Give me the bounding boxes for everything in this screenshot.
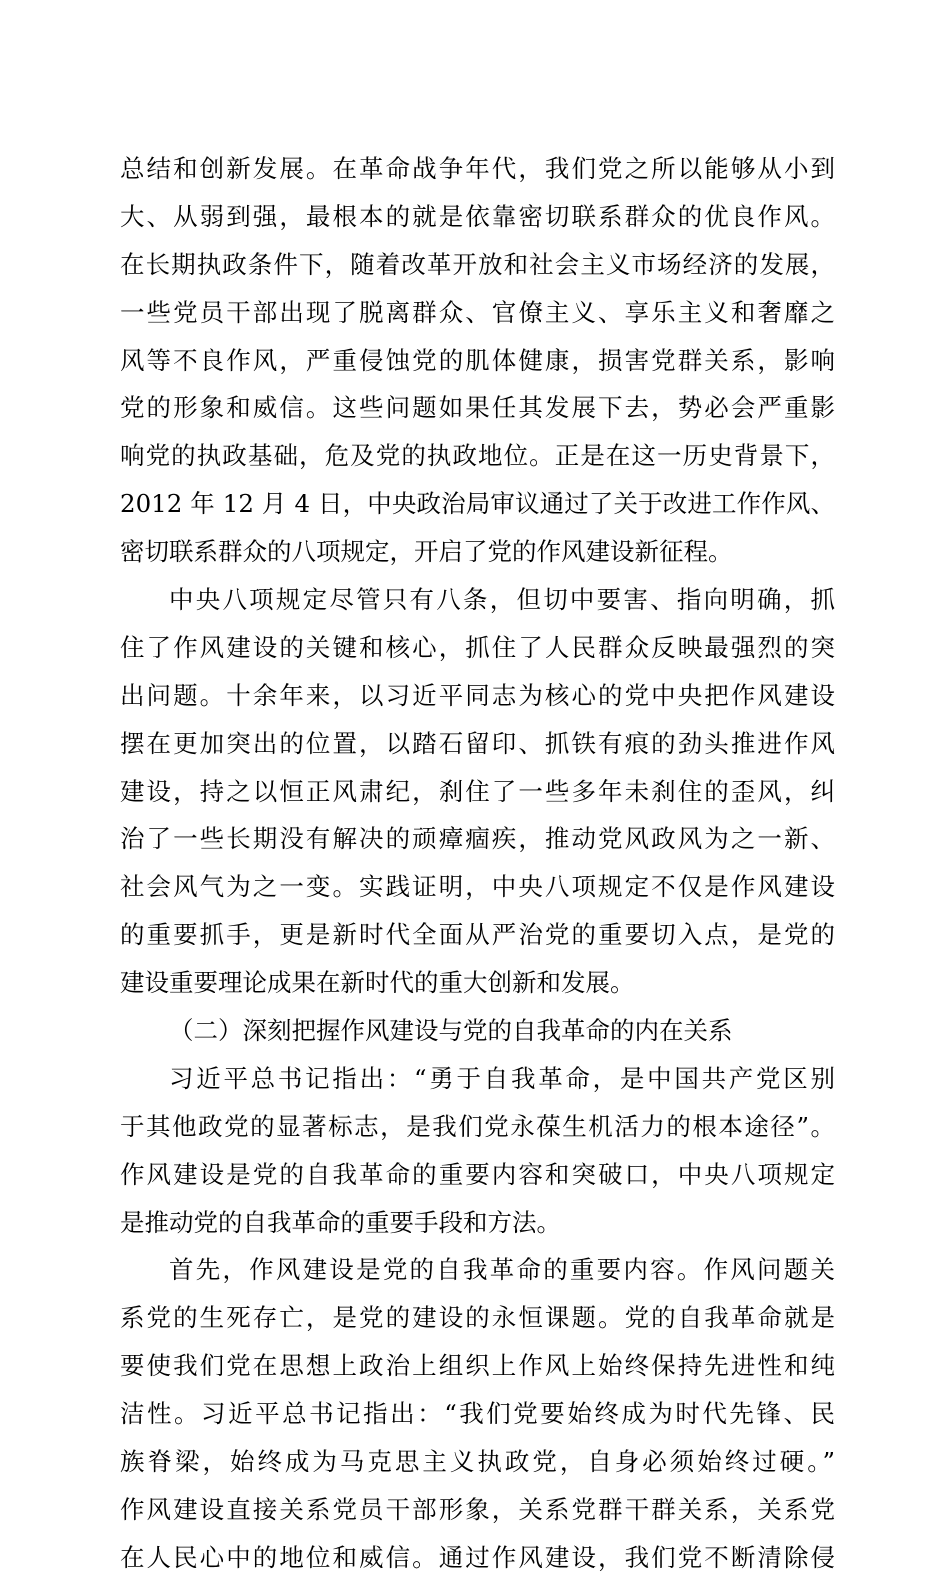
text-line: 是推动党的自我革命的重要手段和方法。	[120, 1207, 561, 1237]
text-line: 社会风气为之一变。实践证明，中央八项规定不仅是作风建设	[120, 872, 835, 902]
text-line: 于其他政党的显著标志，是我们党永葆生机活力的根本途径”。	[120, 1111, 835, 1141]
text-line: 住了作风建设的关键和核心，抓住了人民群众反映最强烈的突	[120, 632, 835, 662]
text-line: 中央八项规定尽管只有八条，但切中要害、指向明确，抓	[169, 585, 835, 615]
text-line: 建设重要理论成果在新时代的重大创新和发展。	[120, 968, 635, 998]
text-line: 要使我们党在思想上政治上组织上作风上始终保持先进性和纯	[120, 1351, 835, 1381]
text-line: 大、从弱到强，最根本的就是依靠密切联系群众的优良作风。	[120, 201, 835, 231]
text-line: 习近平总书记指出：“勇于自我革命，是中国共产党区别	[169, 1063, 835, 1093]
text-line: 总结和创新发展。在革命战争年代，我们党之所以能够从小到	[120, 154, 835, 183]
text-line: 摆在更加突出的位置，以踏石留印、抓铁有痕的劲头推进作风	[120, 728, 835, 758]
text-line: 治了一些长期没有解决的顽瘴痼疾，推动党风政风为之一新、	[120, 824, 835, 854]
text-line: 系党的生死存亡，是党的建设的永恒课题。党的自我革命就是	[120, 1303, 835, 1333]
text-line: 在长期执政条件下，随着改革开放和社会主义市场经济的发展，	[120, 249, 835, 279]
text-line: 洁性。习近平总书记指出：“我们党要始终成为时代先锋、民	[120, 1399, 835, 1429]
text-line: 建设，持之以恒正风肃纪，刹住了一些多年未刹住的歪风，纠	[120, 776, 835, 806]
text-line: 响党的执政基础，危及党的执政地位。正是在这一历史背景下，	[120, 441, 835, 471]
text-line: 在人民心中的地位和威信。通过作风建设，我们党不断清除侵	[120, 1542, 835, 1572]
section-heading: （二）深刻把握作风建设与党的自我革命的内在关系	[169, 1016, 733, 1046]
text-line: 风等不良作风，严重侵蚀党的肌体健康，损害党群关系，影响	[120, 345, 835, 375]
text-line: 2012 年 12 月 4 日，中央政治局审议通过了关于改进工作作风、	[120, 489, 835, 519]
text-line: 一些党员干部出现了脱离群众、官僚主义、享乐主义和奢靡之	[120, 297, 835, 327]
text-line: 党的形象和威信。这些问题如果任其发展下去，势必会严重影	[120, 393, 835, 423]
text-line: 作风建设是党的自我革命的重要内容和突破口，中央八项规定	[120, 1159, 835, 1189]
text-line: 的重要抓手，更是新时代全面从严治党的重要切入点，是党的	[120, 920, 835, 950]
text-line: 首先，作风建设是党的自我革命的重要内容。作风问题关	[169, 1255, 835, 1285]
text-line: 作风建设直接关系党员干部形象，关系党群干群关系，关系党	[120, 1494, 835, 1524]
text-line: 密切联系群众的八项规定，开启了党的作风建设新征程。	[120, 537, 733, 567]
text-line: 出问题。十余年来，以习近平同志为核心的党中央把作风建设	[120, 680, 835, 710]
text-line: 族脊梁，始终成为马克思主义执政党，自身必须始终过硬。”	[120, 1447, 835, 1477]
body-text	[120, 145, 835, 1582]
